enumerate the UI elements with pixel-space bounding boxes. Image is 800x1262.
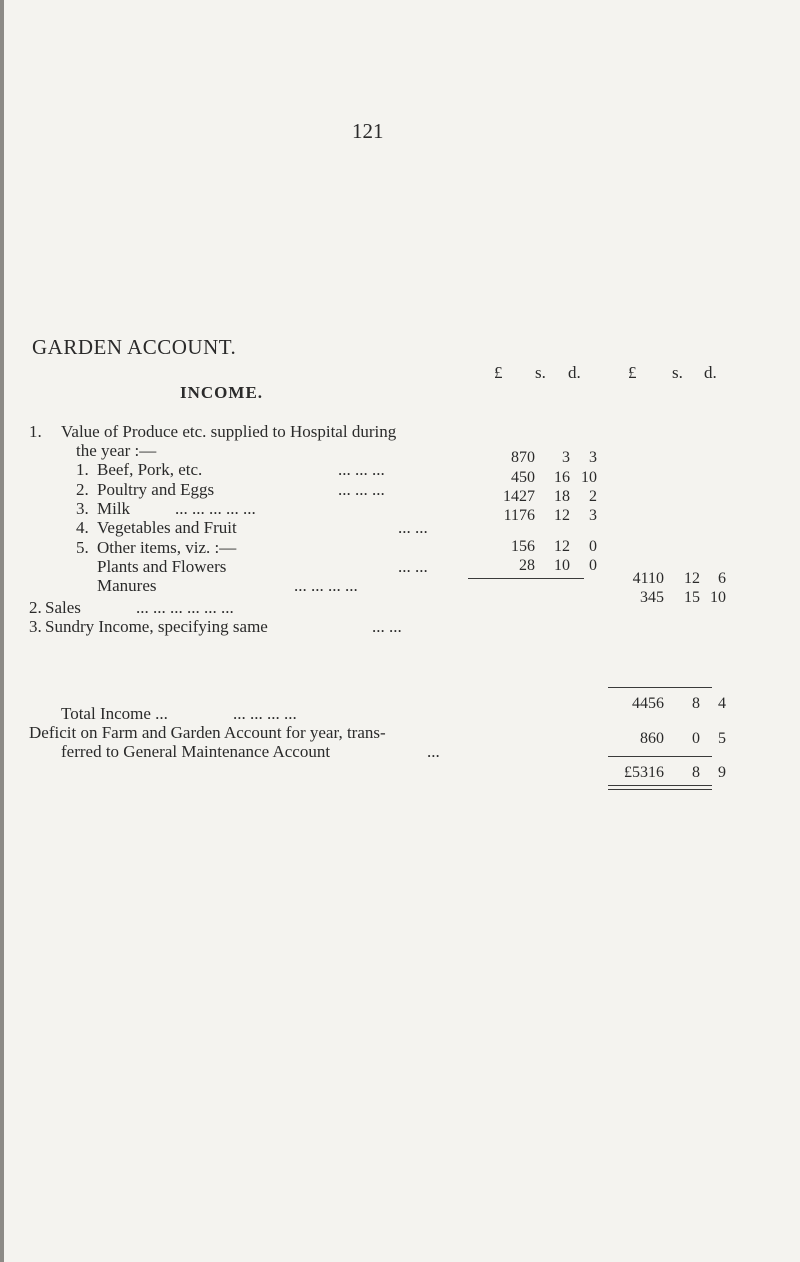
list-item-number: 3.	[76, 499, 89, 518]
list-item-number: 5.	[76, 538, 89, 557]
amount-pounds: 450	[511, 469, 535, 486]
amount-pence: 2	[589, 488, 597, 505]
list-item-label: Poultry and Eggs	[97, 480, 215, 499]
shillings-header: s.	[672, 363, 683, 382]
page-number: 121	[352, 119, 384, 143]
list-item-label: Milk	[97, 499, 131, 518]
grand-total-double-rule	[608, 785, 712, 790]
deficit-label: Deficit on Farm and Garden Account for year, trans-	[29, 723, 386, 742]
leader-dots: ... ... ... ...	[294, 576, 358, 595]
list-item-label: Other items, viz. :—	[97, 538, 237, 557]
deficit-shillings: 0	[692, 730, 700, 747]
section1-total-shillings: 12	[684, 570, 700, 587]
leader-dots: ... ... ... ...	[233, 704, 297, 723]
section-heading: INCOME.	[180, 383, 264, 402]
sub-item-label: Manures	[97, 576, 157, 595]
sales-pence: 10	[710, 589, 726, 606]
pence-header: d.	[568, 363, 581, 382]
section1-total-pence: 6	[718, 570, 726, 587]
amount-shillings: 12	[554, 507, 570, 524]
total-rule	[608, 687, 712, 688]
leader-dots: ...	[427, 742, 440, 761]
section1-total-pounds: 4110	[632, 570, 664, 587]
leader-dots: ... ... ...	[338, 480, 385, 499]
section-description: Value of Produce etc. supplied to Hospital during	[61, 422, 397, 441]
amount-pounds: 870	[511, 449, 535, 466]
deficit-label-continued: ferred to General Maintenance Account	[61, 742, 331, 761]
section-number: 2.	[29, 598, 42, 617]
pence-header: d.	[704, 363, 717, 382]
section-number: 1.	[29, 422, 42, 441]
leader-dots: ... ... ... ... ...	[175, 499, 256, 518]
grand-total-shillings: 8	[692, 764, 700, 781]
total-income-pounds: 4456	[632, 695, 664, 712]
amount-shillings: 16	[554, 469, 570, 486]
page-title: GARDEN ACCOUNT.	[32, 335, 237, 359]
leader-dots: ... ...	[398, 557, 428, 576]
amount-pence: 0	[589, 538, 597, 555]
deficit-pounds: 860	[640, 730, 664, 747]
grand-total-pence: 9	[718, 764, 726, 781]
amount-pence: 10	[581, 469, 597, 486]
total-income-label: Total Income ...	[61, 704, 168, 723]
list-item-number: 4.	[76, 518, 89, 537]
section-description-continued: the year :—	[76, 441, 157, 460]
pounds-header: £	[628, 363, 637, 382]
sub-item-label: Plants and Flowers	[97, 557, 227, 576]
total-income-shillings: 8	[692, 695, 700, 712]
list-item-number: 1.	[76, 460, 89, 479]
amount-pounds: 1176	[503, 507, 535, 524]
amount-pence: 3	[589, 449, 597, 466]
sales-shillings: 15	[684, 589, 700, 606]
section-number: 3.	[29, 617, 42, 636]
grand-total-rule	[608, 756, 712, 757]
amount-shillings: 18	[554, 488, 570, 505]
shillings-header: s.	[535, 363, 546, 382]
amount-shillings: 10	[554, 557, 570, 574]
list-item-number: 2.	[76, 480, 89, 499]
leader-dots: ... ... ... ... ... ...	[136, 598, 234, 617]
section-label: Sales	[45, 598, 81, 617]
grand-total-pounds: £5316	[624, 764, 664, 781]
amount-pounds: 28	[519, 557, 535, 574]
sales-pounds: 345	[640, 589, 664, 606]
leader-dots: ... ...	[372, 617, 402, 636]
section-label: Sundry Income, specifying same	[45, 617, 268, 636]
amount-pounds: 1427	[503, 488, 535, 505]
pounds-header: £	[494, 363, 503, 382]
amount-pence: 0	[589, 557, 597, 574]
leader-dots: ... ... ...	[338, 460, 385, 479]
amount-pence: 3	[589, 507, 597, 524]
deficit-pence: 5	[718, 730, 726, 747]
total-income-pence: 4	[718, 695, 726, 712]
amount-pounds: 156	[511, 538, 535, 555]
leader-dots: ... ...	[398, 518, 428, 537]
list-item-label: Beef, Pork, etc.	[97, 460, 203, 479]
subtotal-rule	[468, 578, 584, 579]
list-item-label: Vegetables and Fruit	[97, 518, 237, 537]
amount-shillings: 12	[554, 538, 570, 555]
page-edge-shadow	[0, 0, 4, 1262]
amount-shillings: 3	[562, 449, 570, 466]
